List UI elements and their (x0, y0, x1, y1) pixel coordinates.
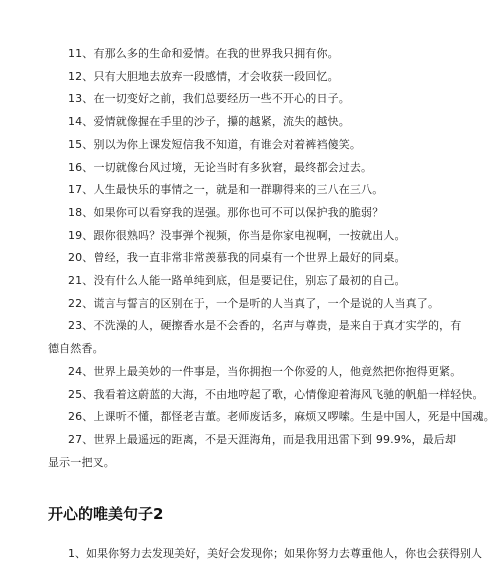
list-item: 13、在一切变好之前，我们总要经历一些不开心的日子。 (68, 92, 350, 106)
list-item: 27、世界上最遥远的距离，不是天涯海角，而是我用迅雷下到 99.9%，最后却显示一把叉。 (48, 432, 457, 469)
paragraph: 1、如果你努力去发现美好，美好会发现你；如果你努力去尊重他人，你也会获得别人 (68, 547, 482, 560)
list-item: 20、曾经，我一直非常非常羡慕我的同桌有一个世界上最好的同桌。 (68, 251, 406, 265)
section-heading: 开心的唯美句子2 (48, 505, 164, 523)
list-item: 12、只有大胆地去放弃一段感情，才会收获一段回忆。 (68, 69, 339, 83)
list-item: 18、如果你可以看穿我的逞强。那你也可不可以保护我的脆弱？ (68, 205, 384, 219)
list-item: 25、我看着这蔚蓝的大海，不由地哼起了歌，心情像迎着海风飞驰的帆船一样轻快。 (68, 387, 484, 401)
sentence-list (48, 43, 495, 474)
list-item: 21、没有什么人能一路单纯到底，但是要记住，别忘了最初的自己。 (68, 274, 406, 288)
list-item: 23、不洗澡的人，硬擦香水是不会香的，名声与尊贵，是来自于真才实学的，有德自然香。 (48, 319, 462, 356)
list-item: 11、有那么多的生命和爱情。在我的世界我只拥有你。 (68, 47, 339, 60)
list-item: 24、世界上最美妙的一件事是，当你拥抱一个你爱的人，他竟然把你抱得更紧。 (68, 364, 462, 378)
list-item: 16、一切就像台风过境，无论当时有多狄窘，最终都会过去。 (68, 160, 373, 174)
list-item: 15、别以为你上课发短信我不知道，有谁会对着裤裆傻笑。 (68, 137, 362, 151)
list-item: 26、上课听不懂，都怪老吉董。老师废话多，麻烦又啰嗦。生是中国人，死是中国魂。 (68, 410, 495, 424)
list-item: 17、人生最快乐的事情之一，就是和一群聊得来的三八在三八。 (68, 183, 384, 197)
list-item: 22、谎言与誓言的区别在于，一个是听的人当真了，一个是说的人当真了。 (68, 296, 440, 310)
list-item: 19、跟你很熟吗？没事弹个视频，你当是你家电视啊，一按就出人。 (68, 228, 406, 242)
list-item: 14、爱情就像握在手里的沙子，攥的越紧，流失的越快。 (68, 115, 350, 129)
